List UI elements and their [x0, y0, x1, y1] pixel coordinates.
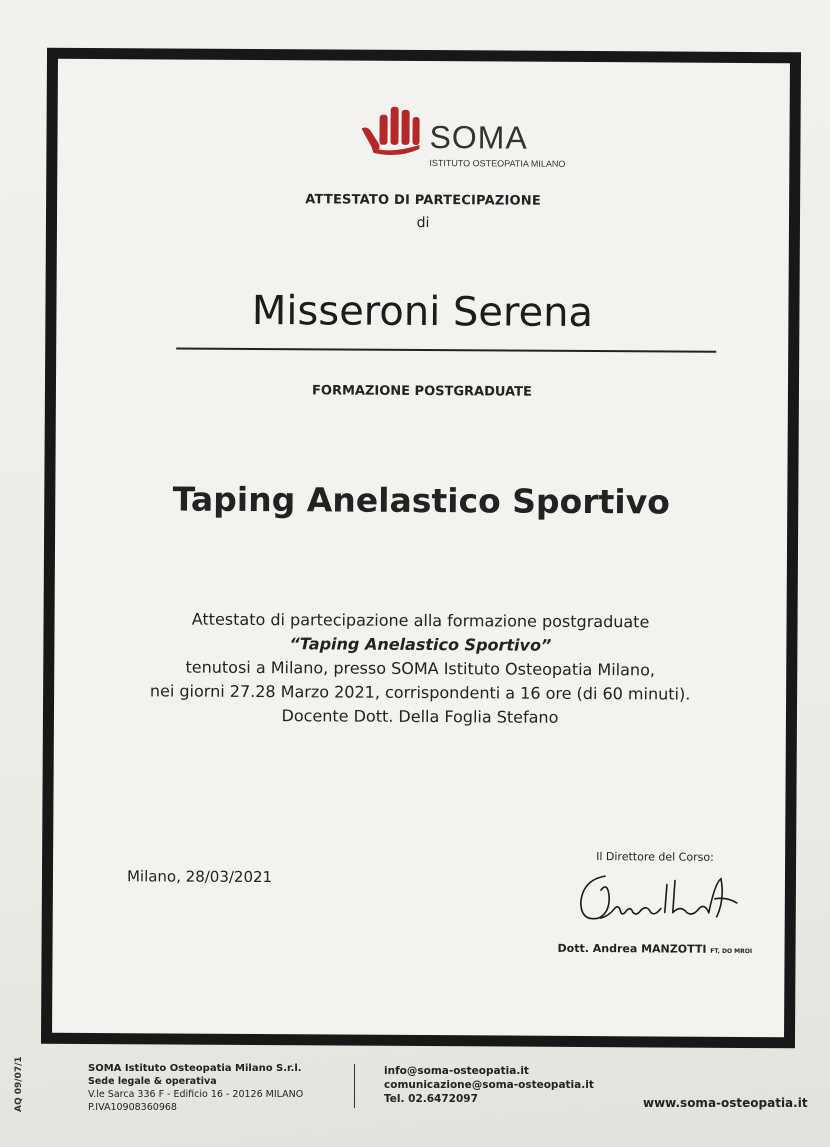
company-address: V.le Sarca 336 F - Edificio 16 - 20126 MILANO	[88, 1089, 304, 1100]
logo-wordmark: SOMA	[429, 119, 528, 156]
logo-subtitle: ISTITUTO OSTEOPATIA MILANO	[429, 158, 566, 169]
certificate-heading: ATTESTATO DI PARTECIPAZIONE	[305, 192, 541, 209]
section-label: FORMAZIONE POSTGRADUATE	[311, 383, 532, 400]
soma-logo	[357, 101, 566, 172]
company-name: SOMA Istituto Osteopatia Milano S.r.l.	[88, 1063, 302, 1074]
website-url: www.soma-osteopatia.it	[643, 1096, 808, 1110]
recipient-name: Misseroni Serena	[251, 287, 594, 337]
description-line: Docente Dott. Della Foglia Stefano	[281, 706, 559, 727]
description-line: Attestato di partecipazione alla formazione postgraduate	[191, 609, 650, 632]
company-vat: P.IVA10908360968	[88, 1102, 177, 1113]
heading-preposition: di	[416, 214, 430, 232]
certificate-frame	[41, 48, 801, 1049]
name-underline	[176, 348, 716, 353]
course-title: Taping Anelastico Sportivo	[172, 479, 670, 522]
description-block	[54, 607, 787, 731]
hq-label: Sede legale & operativa	[88, 1076, 217, 1087]
footer-contacts	[384, 1064, 594, 1106]
description-line: tenutosi a Milano, presso SOMA Istituto Osteopatia Milano,	[185, 657, 656, 680]
document-code: AQ 09/07/1	[14, 1056, 24, 1112]
director-name-text: Dott. Andrea MANZOTTI	[557, 941, 707, 956]
description-line: nei giorni 27.28 Marzo 2021, corrispondenti a 16 ore (di 60 minuti).	[149, 681, 691, 704]
place-date: Milano, 28/03/2021	[126, 867, 273, 887]
director-signature	[575, 868, 745, 939]
description-course-name: “Taping Anelastico Sportivo”	[289, 634, 552, 655]
footer-company-info	[88, 1062, 303, 1114]
contact-email-info: info@soma-osteopatia.it	[384, 1065, 529, 1077]
contact-email-communication: comunicazione@soma-osteopatia.it	[384, 1079, 594, 1091]
hand-mark-icon	[357, 101, 427, 163]
footer-divider	[354, 1064, 355, 1108]
contact-phone: Tel. 02.6472097	[384, 1093, 478, 1105]
director-label: Il Direttore del Corso:	[596, 850, 714, 864]
director-credentials: FT, DO MROI	[710, 947, 753, 956]
director-name	[558, 942, 753, 956]
